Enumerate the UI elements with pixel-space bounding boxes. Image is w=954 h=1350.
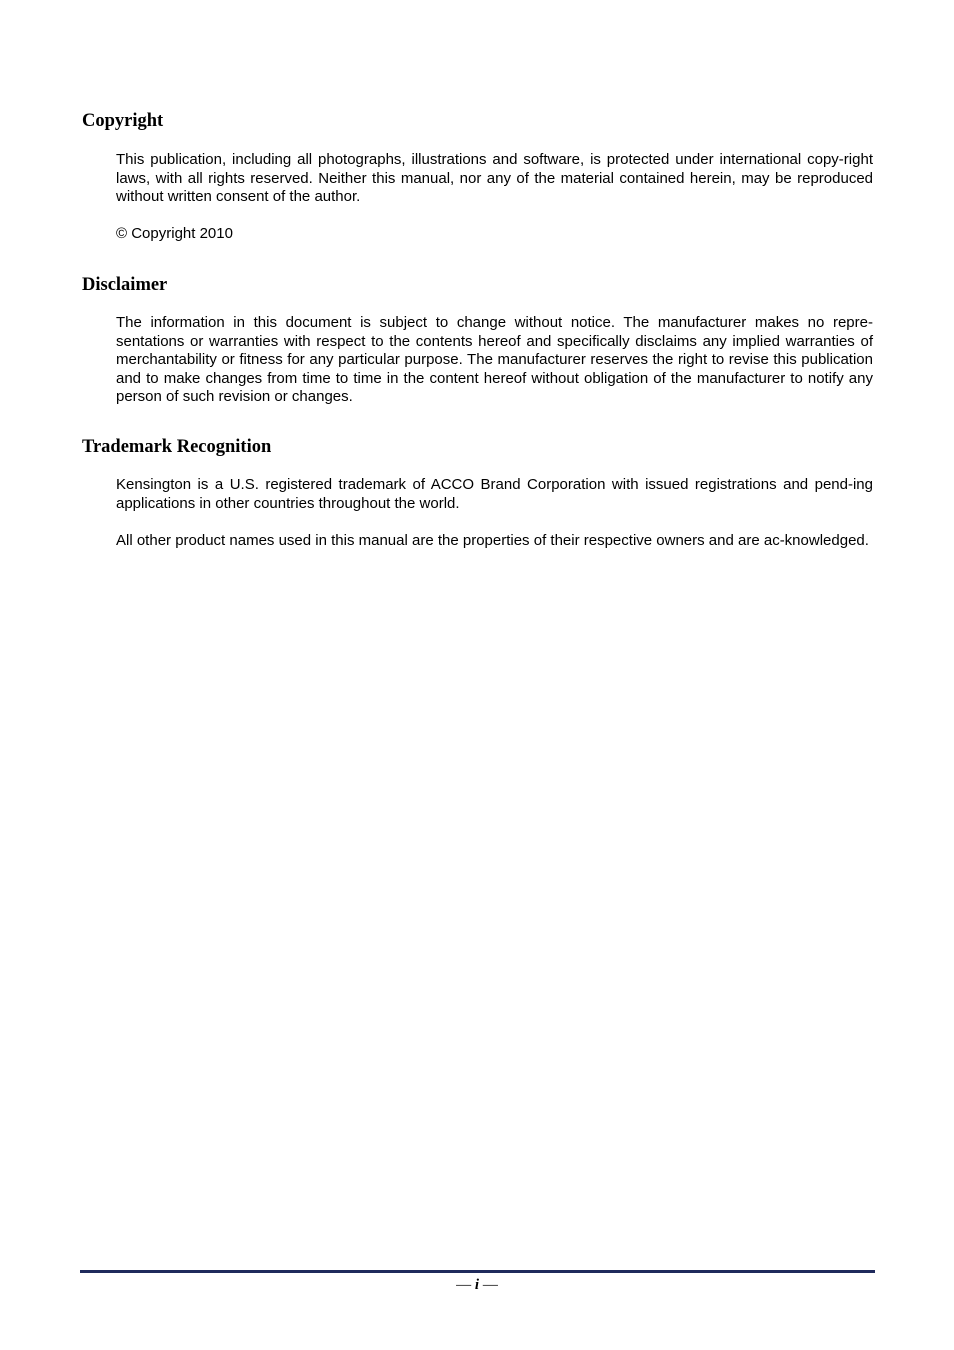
copyright-heading: Copyright xyxy=(82,111,164,131)
page-number-dash-left: — xyxy=(456,1277,475,1293)
page-number xyxy=(0,1276,954,1294)
footer-rule xyxy=(80,1270,875,1273)
page-number-dash-right: — xyxy=(479,1277,498,1293)
disclaimer-heading: Disclaimer xyxy=(82,275,168,295)
trademark-paragraph-other: All other product names used in this manual are the properties of their respective owners and are ac-knowledged. xyxy=(116,532,869,549)
copyright-paragraph: This publication, including all photographs, illustrations and software, is protected under international copy-right laws, with all rights reserved. Neither this manual, nor any of the material contained herein, may be reproduced without written consent of the author. xyxy=(116,151,873,205)
copyright-year: © Copyright 2010 xyxy=(116,225,233,242)
page-number-value: i xyxy=(474,1277,480,1293)
disclaimer-paragraph: The information in this document is subject to change without notice. The manufacturer makes no repre-sentations or warranties with respect to the contents hereof and specifically disclaims any implied warranties of merchantability or fitness for any particular purpose. The manufacturer reserves the right to revise this publication and to make changes from time to time in the content hereof without obligation of the manufacturer to notify any person of such revision or changes. xyxy=(116,314,873,405)
trademark-heading: Trademark Recognition xyxy=(82,437,272,457)
trademark-paragraph-kensington: Kensington is a U.S. registered trademark of ACCO Brand Corporation with issued registrations and pend-ing applications in other countries throughout the world. xyxy=(116,476,873,512)
